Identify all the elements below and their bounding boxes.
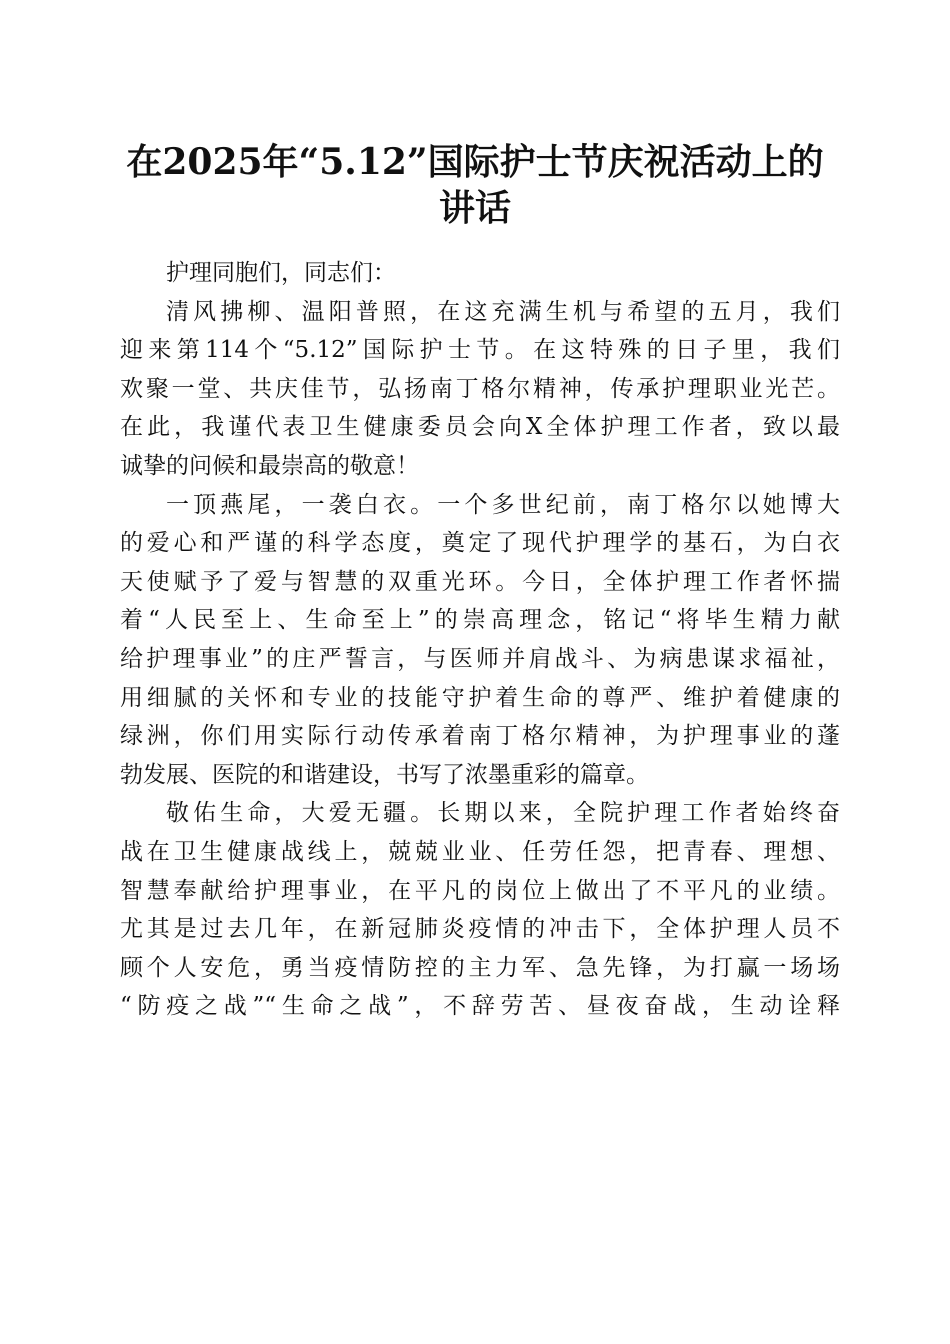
paragraph-1-line-5: 诚挚的问候和最崇高的敬意！ bbox=[120, 452, 419, 479]
document-title bbox=[100, 139, 850, 231]
title-line-1: 在2025年“5.12”国际护士节庆祝活动上的 bbox=[126, 141, 824, 183]
paragraph-1-line-1: 清风拂柳、温阳普照，在这充满生机与希望的五月，我们 bbox=[166, 298, 840, 325]
paragraph-2-line-7: 绿洲，你们用实际行动传承着南丁格尔精神，为护理事业的蓬 bbox=[120, 723, 840, 750]
paragraph-1-line-3: 欢聚一堂、共庆佳节，弘扬南丁格尔精神，传承护理职业光芒。 bbox=[120, 375, 840, 402]
paragraph-3-line-5: 顾个人安危，勇当疫情防控的主力军、急先锋，为打赢一场场 bbox=[120, 954, 840, 981]
paragraph-2-line-6: 用细腻的关怀和专业的技能守护着生命的尊严、维护着健康的 bbox=[120, 684, 840, 711]
paragraph-1-line-4: 在此，我谨代表卫生健康委员会向X全体护理工作者，致以最 bbox=[120, 414, 840, 441]
salutation-line: 护理同胞们，同志们： bbox=[166, 260, 396, 286]
paragraph-3-line-3: 智慧奉献给护理事业，在平凡的岗位上做出了不平凡的业绩。 bbox=[120, 877, 840, 904]
paragraph-3-line-4: 尤其是过去几年，在新冠肺炎疫情的冲击下，全体护理人员不 bbox=[120, 916, 840, 943]
paragraph-3-line-1: 敬佑生命，大爱无疆。长期以来，全院护理工作者始终奋 bbox=[166, 800, 840, 827]
title-line-2: 讲话 bbox=[438, 187, 511, 229]
document-body bbox=[120, 254, 840, 1026]
paragraph-1-line-2: 迎来第114个“5.12”国际护士节。在这特殊的日子里，我们 bbox=[120, 337, 840, 364]
paragraph-2-line-3: 天使赋予了爱与智慧的双重光环。今日，全体护理工作者怀揣 bbox=[120, 568, 840, 595]
paragraph-3-line-6: “防疫之战”“生命之战”，不辞劳苦、昼夜奋战，生动诠释 bbox=[120, 993, 840, 1020]
paragraph-2-line-4: 着“人民至上、生命至上”的崇高理念，铭记“将毕生精力献 bbox=[120, 607, 840, 634]
paragraph-2-line-5: 给护理事业”的庄严誓言，与医师并肩战斗、为病患谋求福祉， bbox=[120, 645, 840, 672]
paragraph-2-line-2: 的爱心和严谨的科学态度，奠定了现代护理学的基石，为白衣 bbox=[120, 530, 840, 557]
paragraph-3-line-2: 战在卫生健康战线上，兢兢业业、任劳任怨，把青春、理想、 bbox=[120, 838, 840, 865]
paragraph-2-line-8: 勃发展、医院的和谐建设，书写了浓墨重彩的篇章。 bbox=[120, 761, 649, 788]
paragraph-2-line-1: 一顶燕尾，一袭白衣。一个多世纪前，南丁格尔以她博大 bbox=[166, 491, 840, 518]
